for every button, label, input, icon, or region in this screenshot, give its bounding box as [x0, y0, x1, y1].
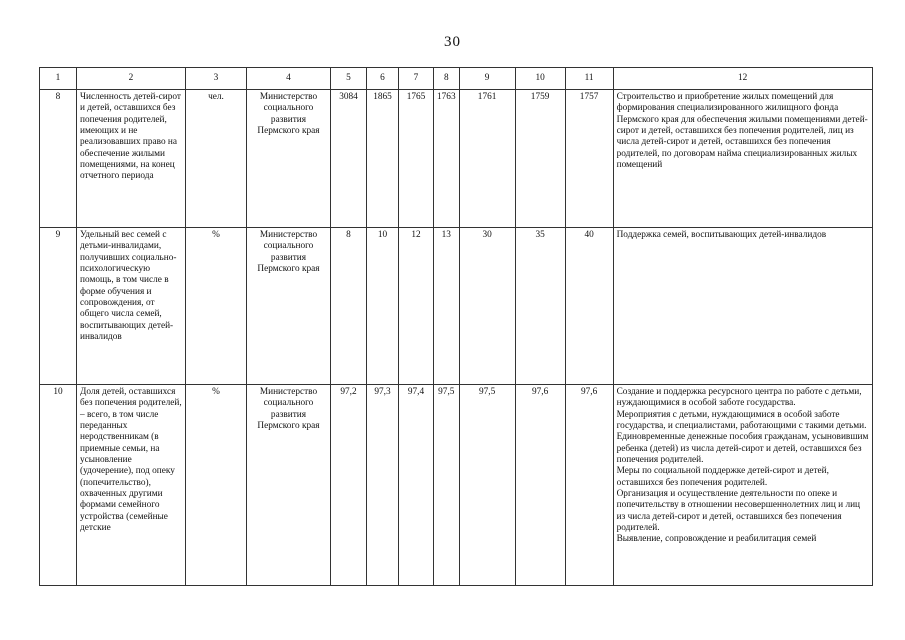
- responsible: Министерство социального развития Пермского края: [247, 228, 331, 385]
- measures: [613, 228, 872, 385]
- header-cell: 1: [40, 68, 77, 90]
- header-cell: 2: [77, 68, 186, 90]
- measure-item: Мероприятия с детьми, нуждающимися в особой заботе государства, и специалистами, работающими с такими детьми.: [616, 409, 867, 431]
- value-col9: 1761: [459, 90, 515, 228]
- header-cell: 12: [613, 68, 872, 90]
- measures: [613, 385, 872, 586]
- measures: [613, 90, 872, 228]
- value-col11: 40: [565, 228, 613, 385]
- value-col7: 1765: [399, 90, 434, 228]
- value-col5: 97,2: [331, 385, 367, 586]
- header-cell: 5: [331, 68, 367, 90]
- header-cell: 8: [434, 68, 460, 90]
- table-row: [40, 90, 873, 228]
- header-cell: 3: [186, 68, 247, 90]
- responsible: Министерство социального развития Пермского края: [247, 90, 331, 228]
- value-col9: 97,5: [459, 385, 515, 586]
- page-number: 30: [444, 34, 461, 50]
- value-col8: 13: [434, 228, 460, 385]
- measure-item: Выявление, сопровождение и реабилитация семей: [616, 534, 817, 545]
- value-col6: 10: [367, 228, 399, 385]
- value-col7: 97,4: [399, 385, 434, 586]
- header-cell: 4: [247, 68, 331, 90]
- table-row: [40, 385, 873, 586]
- unit: %: [186, 228, 247, 385]
- row-number: 10: [40, 385, 77, 586]
- indicator-name: Удельный вес семей с детьми-инвалидами, получивших социально-психологическую помощь, в том числе в форме обучения и сопровождения, от общего числа семей, воспитывающих детей-инвалидов: [77, 228, 186, 385]
- indicator-name: Численность детей-сирот и детей, оставшихся без попечения родителей, имеющих и не реализовавших право на обеспечение жилыми помещениями, на конец отчетного периода: [77, 90, 186, 228]
- value-col11: 97,6: [565, 385, 613, 586]
- row-number: 9: [40, 228, 77, 385]
- row-number: 8: [40, 90, 77, 228]
- header-cell: 10: [515, 68, 565, 90]
- value-col10: 97,6: [515, 385, 565, 586]
- measure-item: Создание и поддержка ресурсного центра по работе с детьми, нуждающимися в особой заботе государства.: [616, 387, 862, 409]
- header-cell: 6: [367, 68, 399, 90]
- value-col8: 97,5: [434, 385, 460, 586]
- table-row: [40, 228, 873, 385]
- measure-item: Поддержка семей, воспитывающих детей-инвалидов: [616, 230, 827, 240]
- value-col6: 97,3: [367, 385, 399, 586]
- measure-item: Организация и осуществление деятельности по опеке и попечительству в отношении несовершеннолетних лиц и лиц из числа детей-сирот и детей, оставшихся без попечения родителей.: [616, 488, 861, 533]
- header-row: [40, 68, 873, 90]
- value-col5: 3084: [331, 90, 367, 228]
- indicator-name: Доля детей, оставшихся без попечения родителей, – всего, в том числе переданных неродственникам (в приемные семьи, на усыновление (удочерение), под опеку (попечительство), охваченных другими формами семейного устройства (семейные детские: [77, 385, 186, 586]
- indicators-table: [39, 67, 873, 586]
- value-col11: 1757: [565, 90, 613, 228]
- header-cell: 7: [399, 68, 434, 90]
- measure-item: Единовременные денежные пособия гражданам, усыновившим ребенка (детей) из числа детей-сирот и детей, оставшихся без попечения родителей.: [616, 432, 869, 465]
- value-col10: 35: [515, 228, 565, 385]
- responsible: Министерство социального развития Пермского края: [247, 385, 331, 586]
- header-cell: 9: [459, 68, 515, 90]
- measure-item: Меры по социальной поддержке детей-сирот и детей, оставшихся без попечения родителей.: [616, 466, 829, 488]
- value-col7: 12: [399, 228, 434, 385]
- measure-item: Строительство и приобретение жилых помещений для формирования специализированного жилищного фонда Пермского края для обеспечения жилыми помещениями детей-сирот и детей, оставшихся без попечения родителей, лиц из числа детей-сирот и детей, оставшихся без попечения родителей, по договорам найма специализированных жилых помещений: [616, 92, 868, 170]
- value-col10: 1759: [515, 90, 565, 228]
- value-col8: 1763: [434, 90, 460, 228]
- unit: чел.: [186, 90, 247, 228]
- value-col5: 8: [331, 228, 367, 385]
- header-cell: 11: [565, 68, 613, 90]
- unit: %: [186, 385, 247, 586]
- value-col9: 30: [459, 228, 515, 385]
- value-col6: 1865: [367, 90, 399, 228]
